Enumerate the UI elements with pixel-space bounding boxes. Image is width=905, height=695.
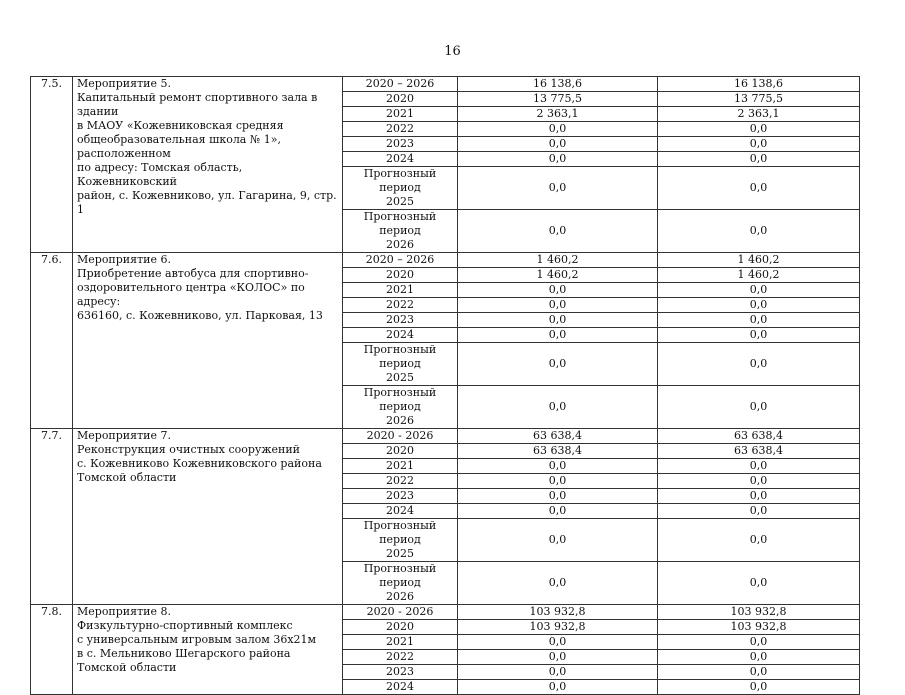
total-value-cell: 0,0 [458, 328, 658, 343]
period-cell: 2020 [343, 620, 458, 635]
table-row [31, 77, 860, 92]
measure-description: Мероприятие 5. Капитальный ремонт спортивного зала в здании в МАОУ «Кожевниковская средняя общеобразовательная школа № 1», расположенном по адресу: Томская область, Кожевниковский район, с. Кожевниково, ул. Гагарина, 9, стр. 1 [73, 77, 343, 253]
total-value-cell: 103 932,8 [458, 605, 658, 620]
table-body [31, 77, 860, 695]
period-cell: Прогнозный период 2025 [343, 167, 458, 210]
period-cell: Прогнозный период 2026 [343, 210, 458, 253]
measure-number: 7.6. [31, 253, 73, 429]
period-cell: 2023 [343, 489, 458, 504]
period-cell: 2021 [343, 635, 458, 650]
budget-value-cell: 0,0 [658, 137, 860, 152]
period-cell: Прогнозный период 2026 [343, 562, 458, 605]
total-value-cell: 0,0 [458, 459, 658, 474]
budget-value-cell: 0,0 [658, 665, 860, 680]
budget-value-cell: 0,0 [658, 489, 860, 504]
total-value-cell: 1 460,2 [458, 268, 658, 283]
period-cell: 2022 [343, 122, 458, 137]
total-value-cell: 0,0 [458, 474, 658, 489]
period-cell: 2020 - 2026 [343, 429, 458, 444]
period-cell: 2021 [343, 283, 458, 298]
period-cell: 2024 [343, 328, 458, 343]
period-cell: 2020 [343, 92, 458, 107]
period-cell: 2024 [343, 152, 458, 167]
total-value-cell: 0,0 [458, 283, 658, 298]
measures-table [30, 76, 860, 695]
measure-number: 7.5. [31, 77, 73, 253]
period-cell: 2020 [343, 268, 458, 283]
table-row [31, 605, 860, 620]
budget-value-cell: 103 932,8 [658, 605, 860, 620]
measure-number: 7.8. [31, 605, 73, 695]
budget-value-cell: 0,0 [658, 504, 860, 519]
period-cell: 2023 [343, 313, 458, 328]
total-value-cell: 0,0 [458, 386, 658, 429]
period-cell: 2021 [343, 107, 458, 122]
budget-value-cell: 0,0 [658, 680, 860, 695]
period-cell: 2022 [343, 650, 458, 665]
budget-value-cell: 2 363,1 [658, 107, 860, 122]
period-cell: 2020 – 2026 [343, 253, 458, 268]
measure-description: Мероприятие 6. Приобретение автобуса для спортивно- оздоровительного центра «КОЛОС» по адресу: 636160, с. Кожевниково, ул. Парковая, 13 [73, 253, 343, 429]
budget-value-cell: 0,0 [658, 152, 860, 167]
total-value-cell: 0,0 [458, 489, 658, 504]
total-value-cell: 0,0 [458, 167, 658, 210]
total-value-cell: 0,0 [458, 519, 658, 562]
period-cell: 2020 – 2026 [343, 77, 458, 92]
period-cell: 2024 [343, 680, 458, 695]
budget-value-cell: 0,0 [658, 474, 860, 489]
budget-value-cell: 0,0 [658, 210, 860, 253]
total-value-cell: 63 638,4 [458, 429, 658, 444]
table-row [31, 253, 860, 268]
budget-value-cell: 103 932,8 [658, 620, 860, 635]
total-value-cell: 0,0 [458, 650, 658, 665]
measure-description: Мероприятие 8. Физкультурно-спортивный комплекс с универсальным игровым залом 36х21м в с. Мельниково Шегарского района Томской области [73, 605, 343, 695]
period-cell: 2022 [343, 474, 458, 489]
budget-value-cell: 0,0 [658, 122, 860, 137]
total-value-cell: 0,0 [458, 313, 658, 328]
total-value-cell: 1 460,2 [458, 253, 658, 268]
page-number: 16 [444, 44, 461, 59]
budget-value-cell: 0,0 [658, 386, 860, 429]
total-value-cell: 103 932,8 [458, 620, 658, 635]
budget-value-cell: 0,0 [658, 562, 860, 605]
budget-value-cell: 0,0 [658, 519, 860, 562]
budget-value-cell: 0,0 [658, 635, 860, 650]
period-cell: 2023 [343, 137, 458, 152]
period-cell: Прогнозный период 2025 [343, 343, 458, 386]
period-cell: 2023 [343, 665, 458, 680]
period-cell: Прогнозный период 2026 [343, 386, 458, 429]
budget-value-cell: 63 638,4 [658, 444, 860, 459]
period-cell: 2021 [343, 459, 458, 474]
total-value-cell: 0,0 [458, 504, 658, 519]
budget-value-cell: 1 460,2 [658, 253, 860, 268]
total-value-cell: 0,0 [458, 122, 658, 137]
budget-value-cell: 0,0 [658, 167, 860, 210]
budget-value-cell: 0,0 [658, 313, 860, 328]
total-value-cell: 0,0 [458, 343, 658, 386]
total-value-cell: 0,0 [458, 635, 658, 650]
budget-value-cell: 0,0 [658, 459, 860, 474]
total-value-cell: 0,0 [458, 562, 658, 605]
period-cell: 2022 [343, 298, 458, 313]
total-value-cell: 13 775,5 [458, 92, 658, 107]
budget-value-cell: 0,0 [658, 343, 860, 386]
total-value-cell: 0,0 [458, 298, 658, 313]
total-value-cell: 2 363,1 [458, 107, 658, 122]
total-value-cell: 63 638,4 [458, 444, 658, 459]
budget-value-cell: 0,0 [658, 650, 860, 665]
total-value-cell: 0,0 [458, 137, 658, 152]
period-cell: 2020 [343, 444, 458, 459]
total-value-cell: 0,0 [458, 680, 658, 695]
budget-value-cell: 0,0 [658, 298, 860, 313]
budget-value-cell: 16 138,6 [658, 77, 860, 92]
measure-number: 7.7. [31, 429, 73, 605]
total-value-cell: 0,0 [458, 210, 658, 253]
total-value-cell: 0,0 [458, 152, 658, 167]
budget-value-cell: 0,0 [658, 328, 860, 343]
budget-value-cell: 1 460,2 [658, 268, 860, 283]
budget-value-cell: 63 638,4 [658, 429, 860, 444]
period-cell: 2024 [343, 504, 458, 519]
total-value-cell: 16 138,6 [458, 77, 658, 92]
measure-description: Мероприятие 7. Реконструкция очистных сооружений с. Кожевниково Кожевниковского района Томской области [73, 429, 343, 605]
table-row [31, 429, 860, 444]
period-cell: Прогнозный период 2025 [343, 519, 458, 562]
budget-value-cell: 13 775,5 [658, 92, 860, 107]
total-value-cell: 0,0 [458, 665, 658, 680]
period-cell: 2020 - 2026 [343, 605, 458, 620]
budget-value-cell: 0,0 [658, 283, 860, 298]
